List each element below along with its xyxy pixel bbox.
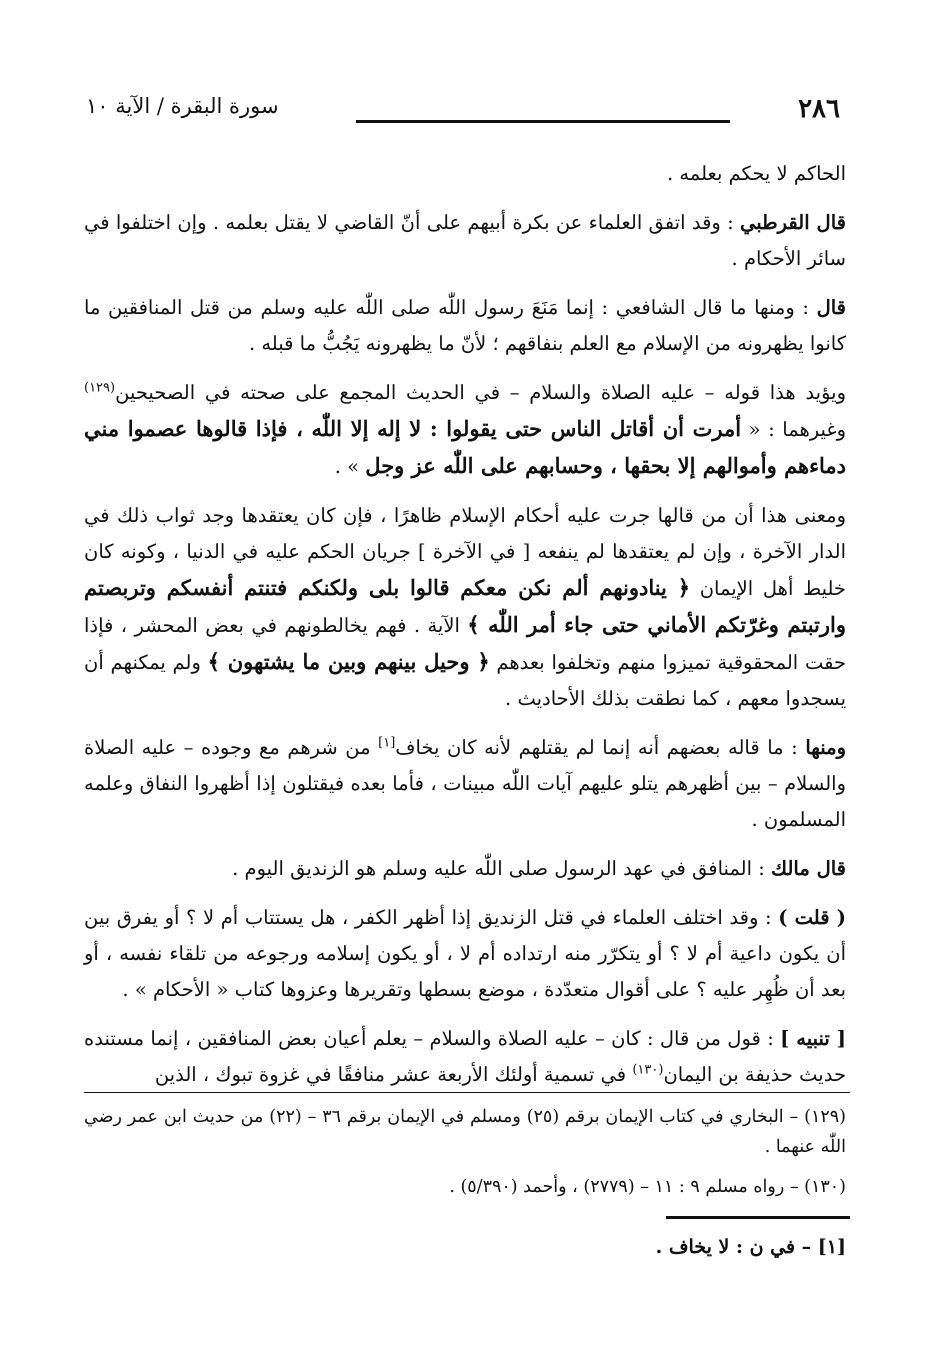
footnote-ref: (١٢٩) xyxy=(84,380,116,396)
paragraph xyxy=(84,498,846,717)
text-segment: : وقد اختلف العلماء في قتل الزنديق إذا أظهر الكفر ، هل يستتاب أم لا ؟ أو يفرق بين أن يكون داعية أم لا ؟ أو يتكرّر منه ارتداده أم لا ، أو يكون إسلامه ورجوعه من تلقاء نفسه ، أو بعد أن ظُهِر عليه ؟ على أقوال متعدّدة ، موضع بسطها وتقريرها وعزوها كتاب « الأحكام » . xyxy=(84,906,846,1001)
footnotes xyxy=(84,1102,846,1212)
footnote-130: (١٣٠) – رواه مسلم ٩ : ١١ – (٢٧٧٩) ، وأحمد (٥/٣٩٠) . xyxy=(449,1177,846,1197)
text-segment: : المنافق في عهد الرسول صلى اللّٰه عليه وسلم هو الزنديق اليوم . xyxy=(232,857,772,880)
text-segment: في تسمية أولئك الأربعة عشر منافقًا في غزوة تبوك ، الذين xyxy=(154,1063,633,1086)
footnote-ref: (١٣٠) xyxy=(632,1062,664,1078)
text-segment: ويؤيد هذا قوله – عليه الصلاة والسلام – في الحديث المجمع على صحته في الصحيحين xyxy=(115,381,846,404)
paragraph xyxy=(84,1021,846,1093)
paragraph-lead: ومنها xyxy=(805,736,847,759)
paragraph-lead: ( قلت ) xyxy=(778,906,846,929)
header-rule xyxy=(356,120,730,123)
paragraph-lead: [ تنبيه ] xyxy=(780,1027,846,1050)
paragraph xyxy=(84,156,846,192)
page-number: ٢٨٦ xyxy=(798,94,840,124)
text-segment: من شرهم مع وجوده – عليه الصلاة والسلام – بين أظهرهم يتلو عليهم آيات اللّٰه مبينات ، فأما بعده فيقتلون إذا أظهروا النفاق وعلمه المسلمون . xyxy=(84,736,846,831)
paragraph xyxy=(84,375,846,485)
text-segment: ومعنى هذا أن من قالها جرت عليه أحكام الإسلام ظاهرًا ، فإن كان يعتقدها وجد ثواب ذلك في الدار الآخرة ، وإن لم يعتقدها لم ينفعه [ في الآخرة ] جريان الحكم عليه في الدنيا ، وكونه كان خليط أهل الإيمان xyxy=(84,504,846,600)
text-segment: : قول من قال : كان – عليه الصلاة والسلام – يعلم أعيان بعض المنافقين ، إنما مستنده حديث حذيفة بن اليمان xyxy=(84,1027,846,1086)
footnote-ref: [١] xyxy=(378,735,396,751)
text-segment: وغيرهما : « xyxy=(741,418,847,441)
text-segment: الآية . فهم يخالطونهم في بعض المحشر ، فإذا حقت المحقوقية تميزوا منهم وتخلفوا بعدهم xyxy=(84,614,847,674)
paragraph xyxy=(84,851,846,887)
paragraph xyxy=(84,900,846,1008)
paragraph-lead: قال مالك xyxy=(771,857,846,880)
text-segment: : ما قاله بعضهم أنه إنما لم يقتلهم لأنه كان يخاف xyxy=(395,736,806,759)
footnote-separator xyxy=(84,1092,850,1093)
text-segment: » . xyxy=(334,455,366,478)
quran-quote: ﴿ ينادونهم ألم نكن معكم قالوا بلى ولكنكم فتنتم أنفسكم وتربصتم وارتبتم وغرّتكم الأماني حتى جاء أمر اللّٰه ﴾ xyxy=(84,575,846,637)
editor-note: [١] – في ن : لا يخاف . xyxy=(655,1236,846,1258)
footnote-129: (١٢٩) – البخاري في كتاب الإيمان برقم (٢٥) ومسلم في الإيمان برقم ٣٦ – (٢٢) من حديث ابن عمر رضي اللّٰه عنهما . xyxy=(84,1107,846,1157)
paragraph xyxy=(84,290,846,362)
text-segment: : ومنها ما قال الشافعي : إنما مَنَعَ رسول اللّٰه صلى اللّٰه عليه وسلم من قتل المنافقين ما كانوا يظهرونه من الإسلام مع العلم بنفاقهم ؛ لأنّ ما يظهرونه يَجُبُّ ما قبله . xyxy=(84,296,846,355)
paragraph-lead: قال القرطبي xyxy=(740,211,846,234)
hadith-quote: أمرت أن أقاتل الناس حتى يقولوا : لا إله إلا اللّٰه ، فإذا قالوها عصموا مني دماءهم وأموالهم إلا بحقها ، وحسابهم على اللّٰه عز وجل xyxy=(84,416,846,478)
surah-verse-title: سورة البقرة / الآية ١٠ xyxy=(86,94,279,118)
text-segment: ولم يمكنهم أن يسجدوا معهم ، كما نطقت بذلك الأحاديث . xyxy=(84,651,846,710)
editor-note-separator xyxy=(666,1216,850,1219)
paragraph xyxy=(84,205,846,277)
paragraph-lead: قال xyxy=(816,296,846,319)
quran-quote: ﴿ وحيل بينهم وبين ما يشتهون ﴾ xyxy=(207,649,490,674)
paragraph xyxy=(84,730,846,838)
text-segment: الحاكم لا يحكم بعلمه . xyxy=(666,162,846,185)
page-header xyxy=(86,92,840,132)
text-segment: : وقد اتفق العلماء عن بكرة أبيهم على أنّ القاضي لا يقتل بعلمه . وإن اختلفوا في سائر الأحكام . xyxy=(84,211,846,270)
main-text xyxy=(84,156,846,1106)
